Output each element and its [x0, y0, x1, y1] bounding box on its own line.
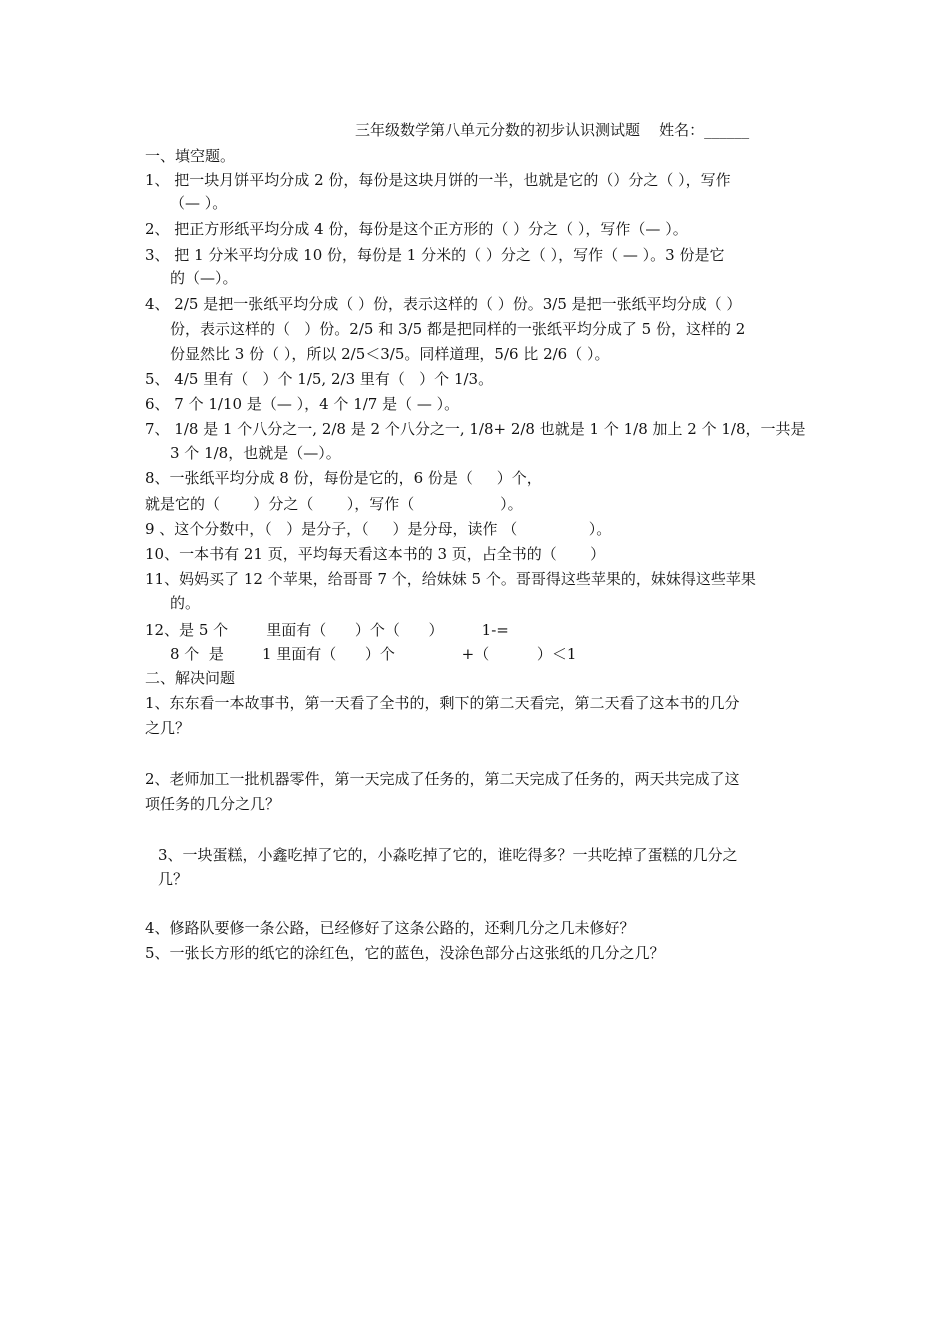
question-1-line-2: （— ）。 [170, 194, 228, 212]
question-9: 9 、这个分数中，（ ）是分子，（ ）是分母，读作 （ ）。 [145, 520, 612, 538]
section-heading-fill-blanks: 一、填空题。 [145, 147, 236, 165]
question-3-line-2: 的（—）。 [170, 269, 238, 287]
question-11-line-1: 11、妈妈买了 12 个苹果，给哥哥 7 个，给妹妹 5 个。哥哥得这些苹果的，妹妹得这些苹果 [145, 570, 756, 588]
question-4-line-1: 4、 2/5 是把一张纸平均分成（ ）份，表示这样的（ ）份。3/5 是把一张纸平均分成（ ） [145, 295, 742, 313]
section-heading-problem-solving: 二、解决问题 [145, 669, 236, 687]
problem-1-line-1: 1、东东看一本故事书，第一天看了全书的，剩下的第二天看完，第二天看了这本书的几分 [145, 694, 740, 712]
problem-3-line-2: 几？ [158, 870, 189, 888]
question-3-line-1: 3、 把 1 分米平均分成 10 份，每份是 1 分米的（ ）分之（ ），写作（ — ）。3 份是它 [145, 246, 725, 264]
problem-2-line-2: 项任务的几分之几？ [145, 795, 281, 813]
question-1-line-1: 1、 把一块月饼平均分成 2 份，每份是这块月饼的一半，也就是它的（）分之（ ），写作 [145, 171, 731, 189]
question-10: 10、一本书有 21 页，平均每天看这本书的 3 页，占全书的（ ） [145, 545, 606, 563]
problem-3-line-1: 3、一块蛋糕，小鑫吃掉了它的，小淼吃掉了它的，谁吃得多？一共吃掉了蛋糕的几分之 [158, 846, 738, 864]
problem-1-line-2: 之几？ [145, 719, 191, 737]
question-7-line-2: 3 个 1/8，也就是（—）。 [170, 444, 341, 462]
question-11-line-2: 的。 [170, 594, 201, 612]
question-5: 5、 4/5 里有（ ）个 1/5, 2/3 里有（ ）个 1/3。 [145, 370, 494, 388]
question-12-line-1: 12、是 5 个 里面有（ ）个（ ） 1-= [145, 621, 509, 639]
problem-4: 4、修路队要修一条公路，已经修好了这条公路的，还剩几分之几未修好？ [145, 919, 635, 937]
question-2: 2、 把正方形纸平均分成 4 份，每份是这个正方形的（ ）分之（ ），写作（— ）。 [145, 220, 688, 238]
document-title: 三年级数学第八单元分数的初步认识测试题 姓名：______ [355, 121, 750, 139]
question-7-line-1: 7、 1/8 是 1 个八分之一, 2/8 是 2 个八分之一, 1/8+ 2/8 也就是 1 个 1/8 加上 2 个 1/8，一共是 [145, 420, 806, 438]
question-4-line-3: 份显然比 3 份（ ），所以 2/5＜3/5。同样道理，5/6 比 2/6（ ）。 [170, 345, 610, 363]
question-4-line-2: 份，表示这样的（ ）份。2/5 和 3/5 都是把同样的一张纸平均分成了 5 份，这样的 2 [170, 320, 746, 338]
problem-5: 5、一张长方形的纸它的涂红色，它的蓝色，没涂色部分占这张纸的几分之几？ [145, 944, 665, 962]
question-8-line-2: 就是它的（ ）分之（ ），写作（ ）。 [145, 495, 523, 513]
problem-2-line-1: 2、老师加工一批机器零件，第一天完成了任务的，第二天完成了任务的，两天共完成了这 [145, 770, 740, 788]
question-8-line-1: 8、一张纸平均分成 8 份，每份是它的，6 份是（ ）个， [145, 469, 542, 487]
question-6: 6、 7 个 1/10 是（— ），4 个 1/7 是（ — ）。 [145, 395, 460, 413]
question-12-line-2: 8 个 是 1 里面有（ ）个 +（ ）＜1 [170, 645, 577, 663]
